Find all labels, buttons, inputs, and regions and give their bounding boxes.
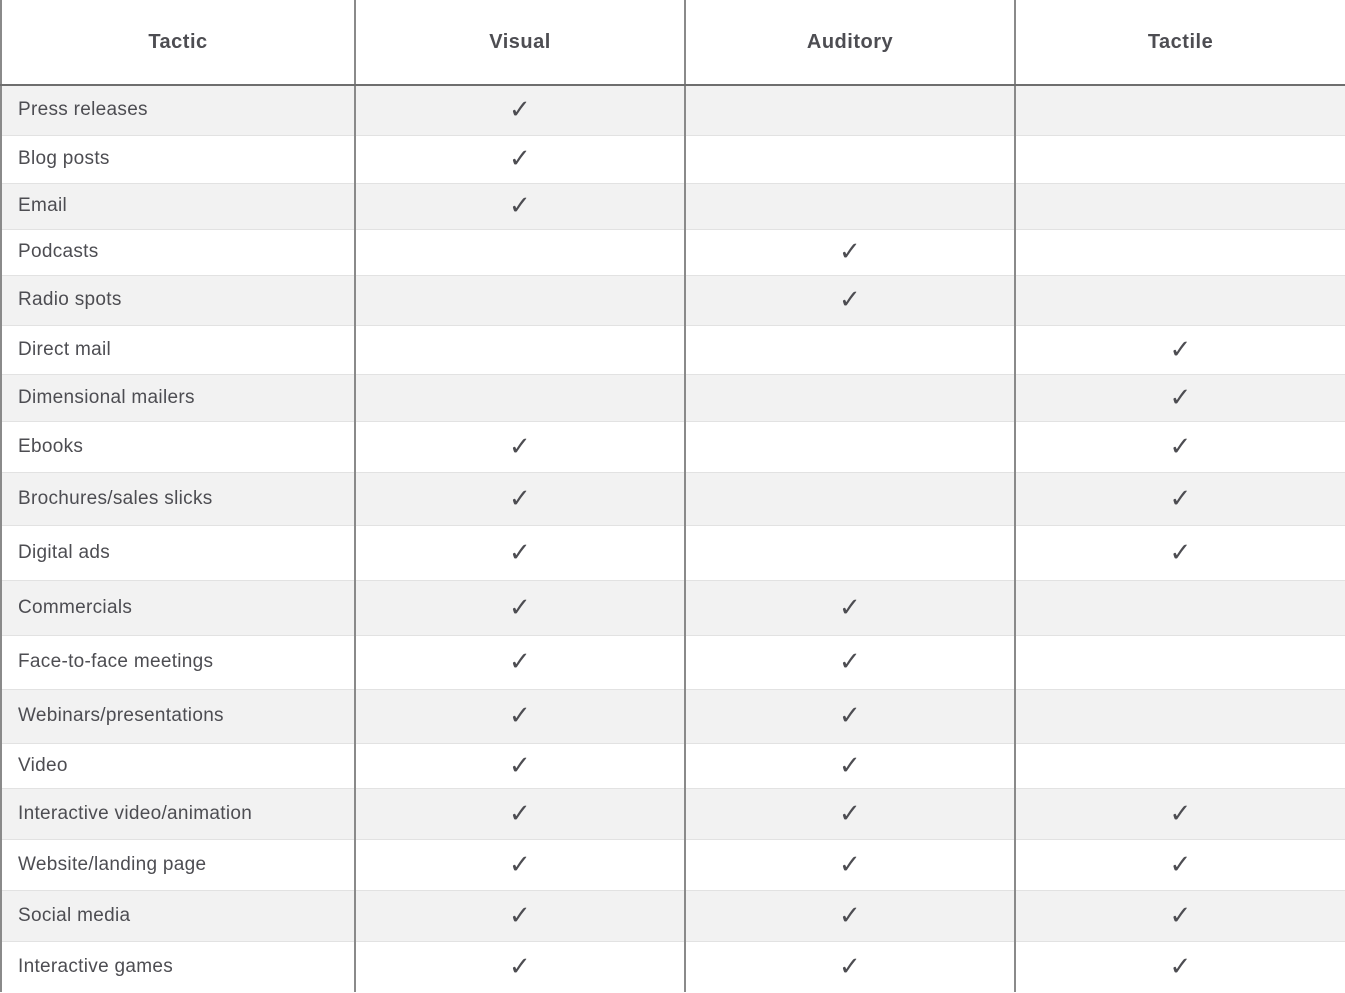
tactic-cell: Commercials	[1, 580, 355, 635]
tactic-cell: Face-to-face meetings	[1, 635, 355, 689]
header-row	[1, 0, 1345, 85]
auditory-cell	[685, 689, 1015, 743]
table-row	[1, 472, 1345, 525]
tactile-cell	[1015, 421, 1345, 472]
tactile-cell	[1015, 374, 1345, 421]
checkmark-icon: ✓	[508, 849, 532, 880]
tactile-cell	[1015, 85, 1345, 135]
tactile-cell	[1015, 743, 1345, 788]
checkmark-icon: ✓	[508, 798, 532, 829]
checkmark-icon: ✓	[838, 647, 862, 677]
checkmark-icon: ✓	[1169, 798, 1192, 829]
tactile-cell	[1015, 325, 1345, 374]
checkmark-icon: ✓	[508, 951, 532, 982]
tactic-cell: Direct mail	[1, 325, 355, 374]
tactile-cell	[1015, 472, 1345, 525]
visual-cell	[355, 275, 685, 325]
auditory-cell	[685, 275, 1015, 325]
auditory-cell	[685, 325, 1015, 374]
tactic-cell: Dimensional mailers	[1, 374, 355, 421]
header-auditory: Auditory	[685, 0, 1015, 85]
tactile-cell	[1015, 580, 1345, 635]
tactic-cell: Webinars/presentations	[1, 689, 355, 743]
checkmark-icon: ✓	[1169, 334, 1192, 365]
table-row	[1, 689, 1345, 743]
auditory-cell	[685, 635, 1015, 689]
table-row	[1, 229, 1345, 275]
auditory-cell	[685, 183, 1015, 229]
tactile-cell	[1015, 788, 1345, 839]
checkmark-icon: ✓	[1169, 483, 1192, 514]
visual-cell	[355, 580, 685, 635]
auditory-cell	[685, 525, 1015, 580]
tactic-cell: Brochures/sales slicks	[1, 472, 355, 525]
visual-cell	[355, 183, 685, 229]
checkmark-icon: ✓	[508, 537, 532, 568]
table-row	[1, 421, 1345, 472]
tactile-cell	[1015, 890, 1345, 941]
checkmark-icon: ✓	[1169, 900, 1192, 931]
visual-cell	[355, 229, 685, 275]
tactic-cell: Blog posts	[1, 135, 355, 183]
table-row	[1, 580, 1345, 635]
checkmark-icon: ✓	[508, 701, 532, 731]
visual-cell	[355, 472, 685, 525]
auditory-cell	[685, 472, 1015, 525]
visual-cell	[355, 839, 685, 890]
visual-cell	[355, 941, 685, 992]
tactile-cell	[1015, 635, 1345, 689]
tactic-cell: Email	[1, 183, 355, 229]
visual-cell	[355, 788, 685, 839]
checkmark-icon: ✓	[838, 701, 862, 731]
visual-cell	[355, 374, 685, 421]
tactic-cell: Interactive video/animation	[1, 788, 355, 839]
tactic-cell: Video	[1, 743, 355, 788]
checkmark-icon: ✓	[508, 592, 532, 623]
checkmark-icon: ✓	[838, 285, 862, 315]
checkmark-icon: ✓	[508, 483, 532, 514]
checkmark-icon: ✓	[508, 750, 532, 781]
checkmark-icon: ✓	[508, 95, 532, 126]
header-tactic: Tactic	[1, 0, 355, 85]
table-row	[1, 525, 1345, 580]
tactile-cell	[1015, 135, 1345, 183]
checkmark-icon: ✓	[508, 431, 532, 462]
tactile-cell	[1015, 689, 1345, 743]
auditory-cell	[685, 890, 1015, 941]
tactic-cell: Press releases	[1, 85, 355, 135]
table-row	[1, 635, 1345, 689]
visual-cell	[355, 689, 685, 743]
auditory-cell	[685, 135, 1015, 183]
table-row	[1, 839, 1345, 890]
checkmark-icon: ✓	[838, 849, 862, 880]
table-body	[1, 85, 1345, 992]
visual-cell	[355, 525, 685, 580]
tactic-cell: Social media	[1, 890, 355, 941]
checkmark-icon: ✓	[838, 951, 862, 982]
auditory-cell	[685, 580, 1015, 635]
header-tactile: Tactile	[1015, 0, 1345, 85]
auditory-cell	[685, 374, 1015, 421]
checkmark-icon: ✓	[838, 900, 862, 931]
table-row	[1, 183, 1345, 229]
visual-cell	[355, 635, 685, 689]
auditory-cell	[685, 743, 1015, 788]
tactile-cell	[1015, 839, 1345, 890]
table-row	[1, 275, 1345, 325]
checkmark-icon: ✓	[1169, 951, 1192, 982]
checkmark-icon: ✓	[838, 592, 862, 623]
table-row	[1, 788, 1345, 839]
auditory-cell	[685, 421, 1015, 472]
table-row	[1, 890, 1345, 941]
checkmark-icon: ✓	[838, 798, 862, 829]
checkmark-icon: ✓	[508, 191, 532, 221]
visual-cell	[355, 890, 685, 941]
checkmark-icon: ✓	[508, 900, 532, 931]
visual-cell	[355, 743, 685, 788]
auditory-cell	[685, 839, 1015, 890]
visual-cell	[355, 421, 685, 472]
tactic-cell: Website/landing page	[1, 839, 355, 890]
checkmark-icon: ✓	[508, 647, 532, 677]
tactic-cell: Radio spots	[1, 275, 355, 325]
tactile-cell	[1015, 229, 1345, 275]
tactic-cell: Podcasts	[1, 229, 355, 275]
visual-cell	[355, 325, 685, 374]
checkmark-icon: ✓	[838, 750, 862, 781]
table-row	[1, 85, 1345, 135]
header-visual: Visual	[355, 0, 685, 85]
tactic-cell: Ebooks	[1, 421, 355, 472]
auditory-cell	[685, 229, 1015, 275]
visual-cell	[355, 135, 685, 183]
auditory-cell	[685, 941, 1015, 992]
table-row	[1, 374, 1345, 421]
table-row	[1, 941, 1345, 992]
table-row	[1, 135, 1345, 183]
table-row	[1, 743, 1345, 788]
tactile-cell	[1015, 275, 1345, 325]
visual-cell	[355, 85, 685, 135]
tactile-cell	[1015, 525, 1345, 580]
auditory-cell	[685, 788, 1015, 839]
checkmark-icon: ✓	[838, 237, 862, 267]
tactile-cell	[1015, 183, 1345, 229]
auditory-cell	[685, 85, 1015, 135]
table-row	[1, 325, 1345, 374]
checkmark-icon: ✓	[1169, 431, 1192, 462]
tactic-cell: Digital ads	[1, 525, 355, 580]
tactile-cell	[1015, 941, 1345, 992]
tactic-cell: Interactive games	[1, 941, 355, 992]
checkmark-icon: ✓	[1169, 382, 1192, 413]
checkmark-icon: ✓	[508, 144, 532, 174]
checkmark-icon: ✓	[1169, 849, 1192, 880]
checkmark-icon: ✓	[1169, 537, 1192, 568]
